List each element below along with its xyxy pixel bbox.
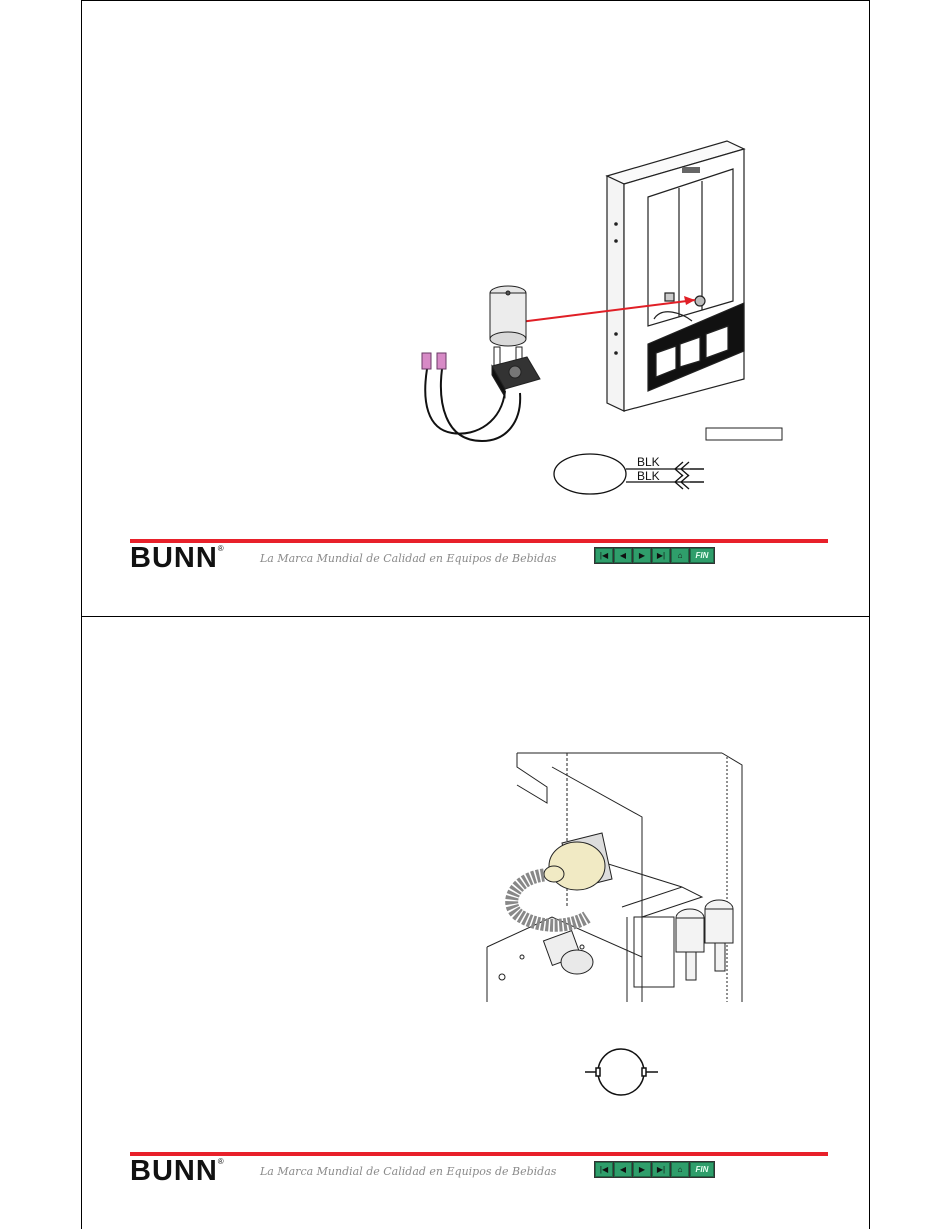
triangle-left-icon: ◀	[619, 551, 627, 560]
nav-home-button[interactable]	[671, 1162, 689, 1177]
triangle-right-icon: ▶	[638, 551, 646, 560]
footer-rule	[130, 1152, 828, 1156]
label-box	[706, 428, 782, 440]
brand-tagline: La Marca Mundial de Calidad en Equipos de Bebidas	[260, 552, 557, 565]
nav-end-button[interactable]: FIN	[690, 1162, 714, 1177]
nav-first-button[interactable]	[595, 548, 613, 563]
nav-prev-button[interactable]	[614, 1162, 632, 1177]
skip-last-icon: ▶|	[656, 551, 666, 560]
motor-assembly-illustration	[82, 617, 871, 1230]
brand-logo: BUNN®	[130, 542, 225, 574]
nav-prev-button[interactable]	[614, 548, 632, 563]
triangle-left-icon: ◀	[619, 1165, 627, 1174]
nav-end-button[interactable]: FIN	[690, 548, 714, 563]
nav-last-button[interactable]	[652, 1162, 670, 1177]
nav-next-button[interactable]	[633, 548, 651, 563]
slide-2	[81, 616, 870, 1229]
motor-schematic-symbol	[585, 1049, 658, 1095]
wire-label-1: BLK	[637, 455, 660, 469]
nav-first-button[interactable]	[595, 1162, 613, 1177]
brand-tagline: La Marca Mundial de Calidad en Equipos de Bebidas	[260, 1165, 557, 1178]
slide-1	[81, 0, 870, 617]
nav-next-button[interactable]	[633, 1162, 651, 1177]
nav-bar	[594, 547, 715, 564]
nav-last-button[interactable]	[652, 548, 670, 563]
skip-first-icon: |◀	[599, 1165, 609, 1174]
footer-rule	[130, 539, 828, 543]
dispenser-cabinet	[607, 141, 744, 411]
faucet-valves	[676, 900, 733, 980]
home-icon: ⌂	[677, 1165, 683, 1174]
solenoid-illustration	[82, 1, 871, 618]
nav-bar	[594, 1161, 715, 1178]
solenoid-schematic-symbol	[554, 454, 704, 494]
blower-unit	[544, 833, 612, 890]
home-icon: ⌂	[677, 551, 683, 560]
triangle-right-icon: ▶	[638, 1165, 646, 1174]
skip-first-icon: |◀	[599, 551, 609, 560]
solenoid-part	[490, 286, 540, 397]
skip-last-icon: ▶|	[656, 1165, 666, 1174]
wire-label-2: BLK	[637, 469, 660, 483]
brand-logo: BUNN®	[130, 1155, 225, 1187]
nav-home-button[interactable]	[671, 548, 689, 563]
machine-frame	[487, 753, 742, 1002]
pump-motor	[543, 931, 593, 974]
spade-connectors	[422, 353, 446, 369]
